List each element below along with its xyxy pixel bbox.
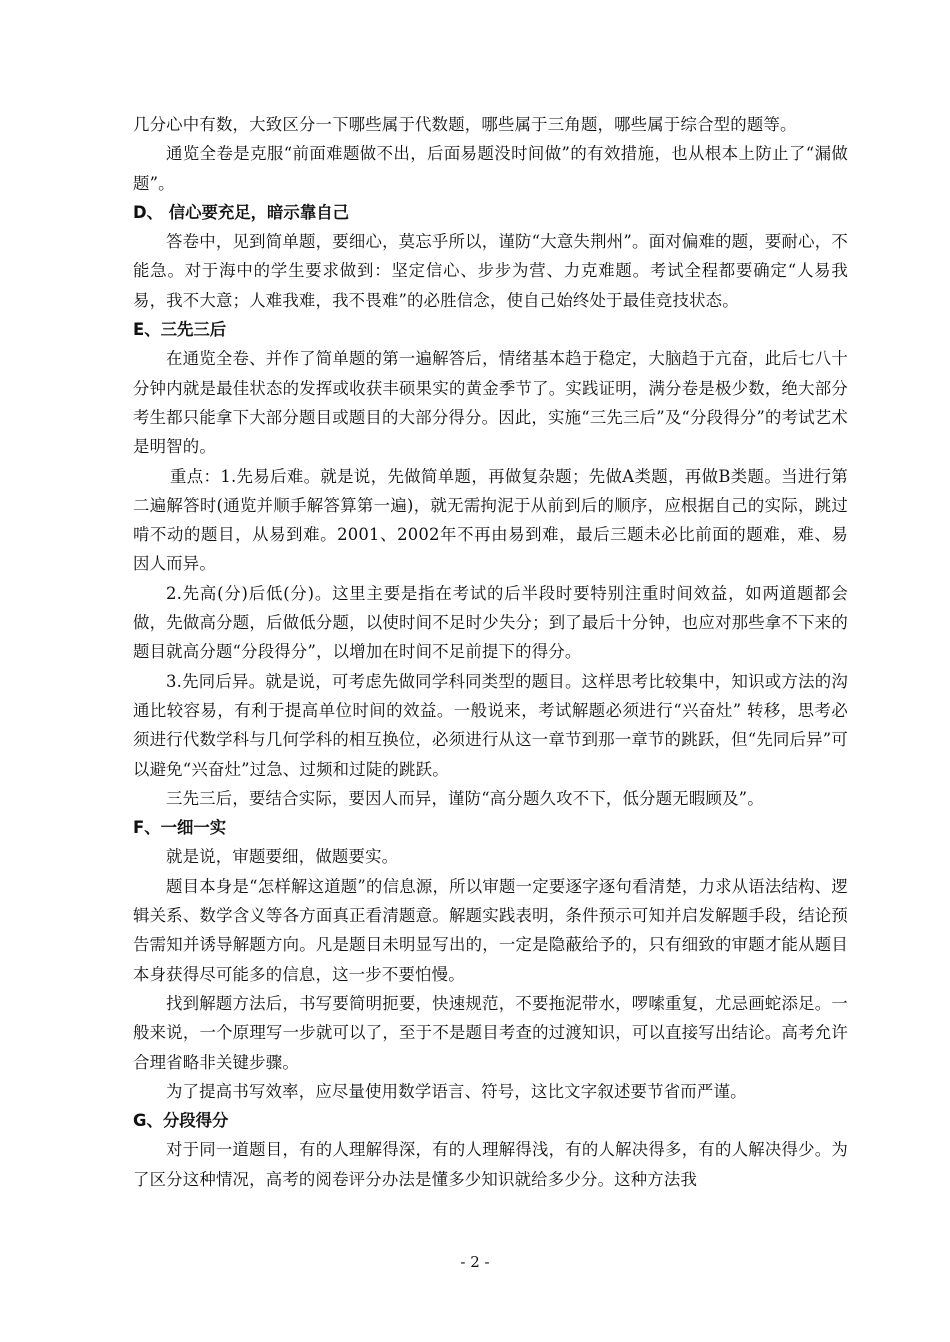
- section-heading-f: F、一细一实: [133, 818, 227, 838]
- paragraph: 就是说，审题要细，做题要实。: [166, 847, 399, 867]
- paragraph: 3.先同后异。就是说，可考虑先做同学科同类型的题目。这样思考比较集中，知识或方法的沟通比较容易，有利于提高单位时间的效益。一般说来，考试解题必须进行“兴奋灶” 转移，思考必须进行代数学科与几何学科的相互换位，必须进行从这一章节到那一章节的跳跃，但“先同后异”可以避免“兴奋灶”过急、过频和过陡的跳跃。: [133, 671, 848, 779]
- page-number: - 2 -: [460, 1253, 490, 1271]
- section-heading-d: D、 信心要充足，暗示靠自己: [133, 202, 349, 222]
- paragraph: 几分心中有数，大致区分一下哪些属于代数题，哪些属于三角题，哪些属于综合型的题等。: [133, 115, 797, 134]
- document-body: [133, 110, 848, 1194]
- paragraph: 找到解题方法后，书写要简明扼要，快速规范，不要拖泥带水，啰嗦重复，尤忌画蛇添足。一般来说，一个原理写一步就可以了，至于不是题目考查的过渡知识，可以直接写出结论。高考允许合理省略非关键步骤。: [133, 993, 848, 1072]
- paragraph: 在通览全卷、并作了简单题的第一遍解答后，情绪基本趋于稳定，大脑趋于亢奋，此后七八十分钟内就是最佳状态的发挥或收获丰硕果实的黄金季节了。实践证明，满分卷是极少数，绝大部分考生都只能拿下大部分题目或题目的大部分得分。因此，实施“三先三后”及“分段得分”的考试艺术是明智的。: [133, 349, 848, 457]
- section-heading-e: E、三先三后: [133, 320, 227, 340]
- paragraph: 为了提高书写效率，应尽量使用数学语言、符号，这比文字叙述要节省而严谨。: [166, 1081, 747, 1101]
- section-heading-g: G、分段得分: [133, 1111, 229, 1131]
- paragraph: 对于同一道题目，有的人理解得深，有的人理解得浅，有的人解决得多，有的人解决得少。为了区分这种情况，高考的阅卷评分办法是懂多少知识就给多少分。这种方法我: [133, 1140, 848, 1189]
- paragraph: 重点：1.先易后难。就是说，先做简单题，再做复杂题；先做A类题，再做B类题。当进行第二遍解答时(通览并顺手解答算第一遍)，就无需拘泥于从前到后的顺序，应根据自己的实际，跳过啃不动的题目，从易到难。2001、2002年不再由易到难，最后三题未必比前面的题难，难、易因人而异。: [133, 466, 848, 574]
- paragraph: 题目本身是“怎样解这道题”的信息源，所以审题一定要逐字逐句看清楚，力求从语法结构、逻辑关系、数学含义等各方面真正看清题意。解题实践表明，条件预示可知并启发解题手段，结论预告需知并诱导解题方向。凡是题目未明显写出的，一定是隐蔽给予的，只有细致的审题才能从题目本身获得尽可能多的信息，这一步不要怕慢。: [133, 876, 848, 984]
- paragraph: 三先三后，要结合实际，要因人而异，谨防“高分题久攻不下，低分题无暇顾及”。: [166, 788, 764, 808]
- paragraph: 答卷中，见到简单题，要细心，莫忘乎所以，谨防“大意失荆州”。面对偏难的题，要耐心，不能急。对于海中的学生要求做到：坚定信心、步步为营、力克难题。考试全程都要确定“人易我易，我不大意；人难我难，我不畏难”的必胜信念，使自己始终处于最佳竞技状态。: [133, 232, 848, 310]
- paragraph: 通览全卷是克服“前面难题做不出，后面易题没时间做”的有效措施，也从根本上防止了“漏做题”。: [133, 144, 848, 193]
- paragraph: 2.先高(分)后低(分)。这里主要是指在考试的后半段时要特别注重时间效益，如两道题都会做，先做高分题，后做低分题，以使时间不足时少失分；到了最后十分钟，也应对那些拿不下来的题目就高分题“分段得分”，以增加在时间不足前提下的得分。: [133, 583, 848, 662]
